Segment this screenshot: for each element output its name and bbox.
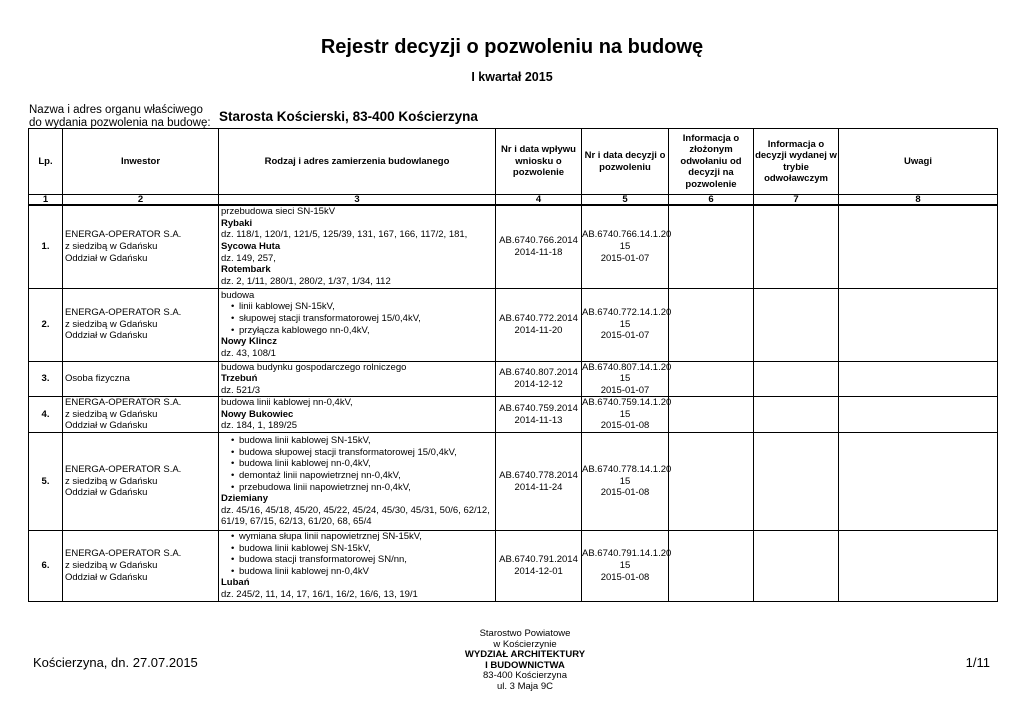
investor-line: ENERGA-OPERATOR S.A. (65, 464, 182, 476)
investor-line: ENERGA-OPERATOR S.A. (65, 397, 182, 409)
row-application (496, 288, 582, 361)
stamp-line: I BUDOWNICTWA (485, 659, 565, 671)
register-table (28, 128, 998, 602)
application-number: AB.6740.766.2014 (499, 235, 578, 247)
row-decision (582, 397, 672, 433)
row-appeal-mode (754, 397, 839, 433)
scope-intro: budowa linii kablowej nn-0,4kV, (221, 397, 353, 409)
row-application (496, 361, 582, 397)
row-lp: 1. (29, 205, 63, 288)
scope-bullet: • budowa stacji transformatorowej SN/nn, (239, 554, 493, 566)
organ-label (29, 104, 211, 130)
decision-number: AB.6740.759.14.1.20 (582, 397, 672, 409)
decision-number-suffix: 15 (619, 373, 631, 385)
row-scope (219, 288, 496, 361)
scope-bullet: • linii kablowej SN-15kV, (239, 301, 493, 313)
table-row (29, 361, 998, 397)
row-investor (63, 205, 219, 288)
place-name: Rotembark (221, 264, 271, 276)
decision-number: AB.6740.772.14.1.20 (582, 307, 672, 319)
place-name: Nowy Bukowiec (221, 408, 294, 420)
row-scope (219, 361, 496, 397)
row-scope (219, 531, 496, 602)
row-application (496, 397, 582, 433)
place-plots: dz. 45/16, 45/18, 45/20, 45/22, 45/24, 45/30, 45/31, 50/6, 62/12, 61/19, 67/15, 62/13, 61/20, 68, 65/4 (221, 504, 490, 528)
application-date: 2014-12-01 (514, 565, 563, 577)
row-notes (839, 531, 998, 602)
col-number: 2 (63, 195, 219, 206)
scope-bullet: • budowa linii kablowej SN-15kV, (239, 543, 493, 555)
row-decision (582, 288, 672, 361)
application-date: 2014-11-13 (514, 414, 563, 426)
page-number: 1/11 (965, 655, 990, 670)
decision-number-suffix: 15 (619, 475, 631, 487)
stamp-line: WYDZIAŁ ARCHITEKTURY (464, 649, 586, 661)
place-plots: dz. 184, 1, 189/25 (221, 420, 298, 432)
row-notes (839, 288, 998, 361)
decision-number: AB.6740.778.14.1.20 (582, 464, 672, 476)
stamp-line: ul. 3 Maja 9C (497, 680, 553, 692)
decision-number-suffix: 15 (619, 408, 631, 420)
scope-bullets (221, 435, 493, 493)
col-number: 3 (219, 195, 496, 206)
table-row (29, 288, 998, 361)
row-appeal (669, 397, 754, 433)
place-name: Trzebuń (221, 373, 258, 385)
row-scope (219, 397, 496, 433)
row-appeal (669, 361, 754, 397)
scope-bullet: • przebudowa linii napowietrznej nn-0,4kV, (239, 482, 493, 494)
application-date: 2014-11-18 (514, 246, 563, 258)
place-plots: dz. 2, 1/11, 280/1, 280/2, 1/37, 1/34, 112 (221, 275, 391, 287)
stamp-line: w Kościerzynie (493, 638, 557, 650)
row-decision (582, 531, 672, 602)
row-appeal (669, 433, 754, 531)
scope-bullet: • wymiana słupa linii napowietrznej SN-15kV, (239, 531, 493, 543)
scope-bullet: • budowa linii kablowej SN-15kV, (239, 435, 493, 447)
table-row (29, 205, 998, 288)
header-investor: Inwestor (63, 129, 219, 195)
scope-bullet: • przyłącza kablowego nn-0,4kV, (239, 325, 493, 337)
investor-line: Oddział w Gdańsku (65, 487, 148, 499)
place-plots: dz. 521/3 (221, 384, 261, 396)
row-investor (63, 531, 219, 602)
row-lp: 2. (29, 288, 63, 361)
investor-line: z siedzibą w Gdańsku (65, 560, 158, 572)
row-appeal-mode (754, 531, 839, 602)
table-body (29, 205, 998, 601)
row-appeal-mode (754, 433, 839, 531)
header-decision: Nr i data decyzji o pozwoleniu (582, 129, 669, 195)
organ-label-line1: Nazwa i adres organu właściwego (29, 104, 203, 116)
scope-intro: budowa (221, 289, 255, 301)
decision-number-suffix: 15 (619, 560, 631, 572)
decision-date: 2015-01-08 (600, 420, 650, 432)
col-number: 7 (754, 195, 839, 206)
row-investor (63, 288, 219, 361)
row-decision (582, 433, 672, 531)
investor-line: Oddział w Gdańsku (65, 330, 148, 342)
decision-number: AB.6740.807.14.1.20 (582, 361, 672, 373)
row-application (496, 433, 582, 531)
header-appeal-mode: Informacja o decyzji wydanej w trybie odwoławczym (754, 129, 839, 195)
scope-bullet: • słupowej stacji transformatorowej 15/0,4kV, (239, 313, 493, 325)
table-row (29, 397, 998, 433)
office-stamp (0, 629, 1024, 693)
investor-line: Osoba fizyczna (65, 373, 130, 385)
decision-number: AB.6740.791.14.1.20 (582, 548, 672, 560)
table-row (29, 433, 998, 531)
place-plots: dz. 245/2, 11, 14, 17, 16/1, 16/2, 16/6, 13, 19/1 (221, 589, 418, 601)
place-name: Rybaki (221, 217, 253, 229)
decision-date: 2015-01-08 (600, 571, 650, 583)
investor-line: Oddział w Gdańsku (65, 252, 148, 264)
row-decision (582, 205, 672, 288)
row-appeal (669, 531, 754, 602)
row-appeal-mode (754, 288, 839, 361)
application-number: AB.6740.759.2014 (499, 403, 578, 415)
row-notes (839, 433, 998, 531)
investor-line: ENERGA-OPERATOR S.A. (65, 548, 182, 560)
col-number: 6 (669, 195, 754, 206)
row-appeal-mode (754, 361, 839, 397)
place-plots: dz. 149, 257, (221, 252, 276, 264)
application-number: AB.6740.807.2014 (499, 367, 578, 379)
column-number-row (29, 195, 998, 206)
row-notes (839, 205, 998, 288)
row-investor (63, 433, 219, 531)
decision-date: 2015-01-07 (600, 252, 650, 264)
investor-line: Oddział w Gdańsku (65, 571, 148, 583)
application-date: 2014-11-24 (514, 481, 563, 493)
row-appeal (669, 205, 754, 288)
place-name: Nowy Klincz (221, 336, 277, 348)
header-notes: Uwagi (839, 129, 998, 195)
row-lp: 3. (29, 361, 63, 397)
decision-number-suffix: 15 (619, 240, 631, 252)
row-decision (582, 361, 672, 397)
row-lp: 6. (29, 531, 63, 602)
row-appeal (669, 288, 754, 361)
application-number: AB.6740.772.2014 (499, 312, 578, 324)
place-date: Kościerzyna, dn. 27.07.2015 (33, 655, 198, 670)
scope-intro: przebudowa sieci SN-15kV (221, 206, 336, 218)
investor-line: z siedzibą w Gdańsku (65, 240, 158, 252)
scope-bullets (221, 531, 493, 577)
col-number: 5 (582, 195, 669, 206)
stamp-line: Starostwo Powiatowe (479, 628, 571, 639)
row-application (496, 205, 582, 288)
scope-bullets (221, 301, 493, 336)
place-plots: dz. 43, 108/1 (221, 347, 276, 359)
page-title: Rejestr decyzji o pozwoleniu na budowę (320, 36, 704, 58)
investor-line: z siedzibą w Gdańsku (65, 408, 158, 420)
application-date: 2014-12-12 (514, 378, 563, 390)
investor-line: ENERGA-OPERATOR S.A. (65, 307, 182, 319)
col-number: 8 (839, 195, 998, 206)
decision-date: 2015-01-08 (600, 487, 650, 499)
header-scope: Rodzaj i adres zamierzenia budowlanego (219, 129, 496, 195)
investor-line: Oddział w Gdańsku (65, 420, 148, 432)
scope-intro: budowa budynku gospodarczego rolniczego (221, 361, 407, 373)
application-number: AB.6740.778.2014 (499, 469, 578, 481)
page-subtitle: I kwartał 2015 (471, 70, 553, 84)
place-name: Lubań (221, 577, 250, 589)
place-name: Dziemiany (221, 493, 268, 505)
row-lp: 4. (29, 397, 63, 433)
decision-date: 2015-01-07 (600, 330, 650, 342)
application-number: AB.6740.791.2014 (499, 554, 578, 566)
investor-line: ENERGA-OPERATOR S.A. (65, 229, 182, 241)
table-row (29, 531, 998, 602)
scope-bullet: • budowa linii kablowej nn-0,4kV, (239, 458, 493, 470)
decision-number: AB.6740.766.14.1.20 (582, 229, 672, 241)
decision-date: 2015-01-07 (600, 384, 650, 396)
organ-label-line2: do wydania pozwolenia na budowę: (29, 117, 211, 129)
decision-number-suffix: 15 (619, 318, 631, 330)
stamp-line: 83-400 Kościerzyna (483, 670, 567, 682)
scope-bullet: • demontaż linii napowietrznej nn-0,4kV, (239, 470, 493, 482)
row-lp: 5. (29, 433, 63, 531)
place-name: Sycowa Huta (221, 240, 281, 252)
header-application: Nr i data wpływu wniosku o pozwolenie (496, 129, 582, 195)
row-scope (219, 433, 496, 531)
row-notes (839, 361, 998, 397)
place-plots: dz. 118/1, 120/1, 121/5, 125/39, 131, 167, 166, 117/2, 181, (221, 229, 468, 241)
application-date: 2014-11-20 (514, 324, 563, 336)
row-investor (63, 361, 219, 397)
row-notes (839, 397, 998, 433)
row-appeal-mode (754, 205, 839, 288)
header-appeal: Informacja o złożonym odwołaniu od decyzji na pozwolenie (669, 129, 754, 195)
row-investor (63, 397, 219, 433)
scope-bullet: • budowa linii kablowej nn-0,4kV (239, 566, 493, 578)
investor-line: z siedzibą w Gdańsku (65, 318, 158, 330)
scope-bullet: • budowa słupowej stacji transformatorowej 15/0,4kV, (239, 447, 493, 459)
header-row (29, 129, 998, 195)
header-lp: Lp. (29, 129, 63, 195)
investor-line: z siedzibą w Gdańsku (65, 475, 158, 487)
organ-value: Starosta Kościerski, 83-400 Kościerzyna (219, 109, 478, 124)
row-scope (219, 205, 496, 288)
col-number: 1 (29, 195, 63, 206)
row-application (496, 531, 582, 602)
col-number: 4 (496, 195, 582, 206)
